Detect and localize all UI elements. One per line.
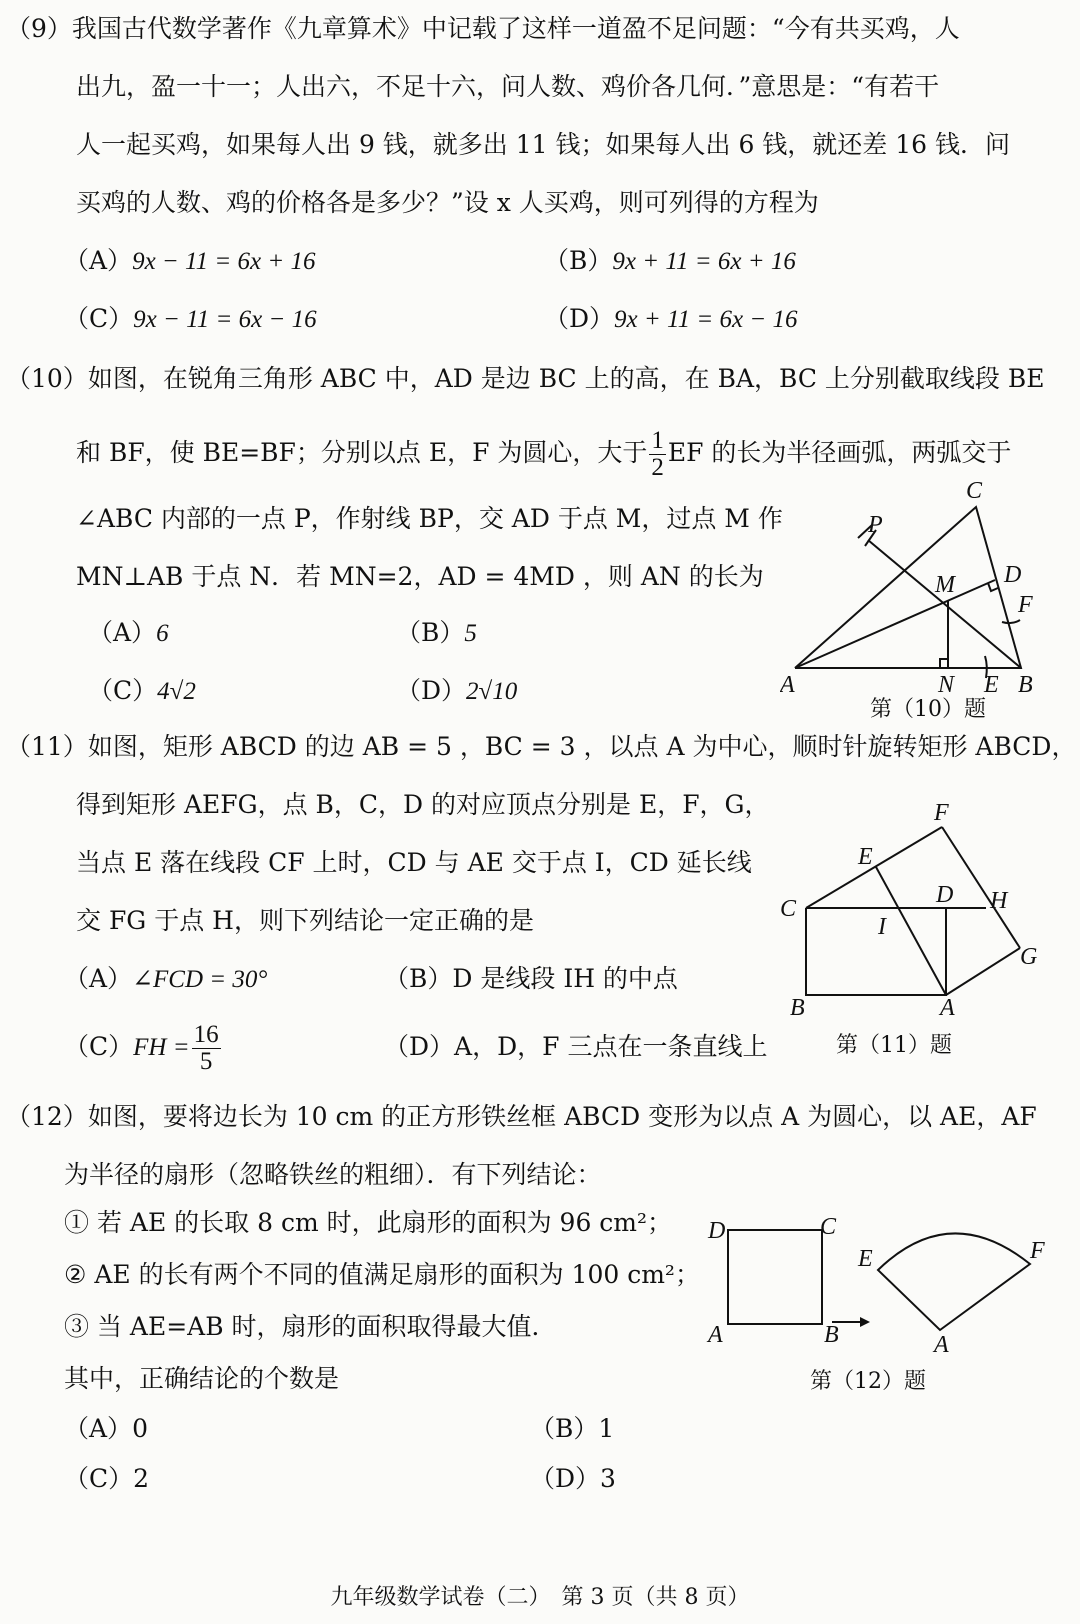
q9-option-c-label: （C） [64,304,134,333]
q10-frac-den: 2 [651,454,664,481]
q11-option-c-pre: FH = [133,1034,190,1061]
q12-statement-2: ② AE 的长有两个不同的值满足扇形的面积为 100 cm²； [64,1260,700,1289]
q11-option-b[interactable] [384,962,678,996]
q11-label-a: A [940,995,955,1021]
q9-option-c-text: 9x − 11 = 6x − 16 [133,306,317,333]
q12-statement-1: ① 若 AE 的长取 8 cm 时，此扇形的面积为 96 cm²； [64,1208,673,1237]
q10-option-a[interactable] [88,616,169,651]
q11-option-d[interactable] [384,1030,767,1064]
q10-label-c: C [966,478,983,504]
q11-frac-den: 5 [199,1048,213,1075]
q9-option-a-label: （A） [64,246,133,275]
q11-label-b: B [790,995,805,1021]
q11-number: （11） [6,732,88,761]
q11-line-cf [806,827,942,908]
q10-option-b-text: 5 [464,620,477,647]
q11-figure-caption: 第（11）题 [836,1033,952,1058]
q12-line-2: 为半径的扇形（忽略铁丝的粗细）．有下列结论： [64,1160,602,1189]
q12-square-abcd [728,1230,822,1324]
q11-option-c-label: （C） [64,1032,134,1061]
q12-label-c: C [820,1214,837,1240]
q11-option-d-label: （D） [384,1032,455,1061]
q10-line-1 [6,362,1044,396]
q11-line-fg [942,827,1020,948]
q10-label-m: M [935,572,955,598]
q10-option-b[interactable] [396,616,477,651]
q9-option-d-label: （D） [544,304,615,333]
q11-label-f: F [934,800,949,826]
q9-text-1: 我国古代数学著作《九章算术》中记载了这样一道盈不足问题：“今有共买鸡，人 [71,14,960,43]
q9-option-b-text: 9x + 11 = 6x + 16 [612,248,796,275]
q12-option-d-label: （D） [530,1464,601,1493]
q12-label-f: F [1030,1238,1045,1264]
q9-number: （9） [6,14,72,43]
q12-option-b-label: （B） [530,1414,599,1443]
q11-line-4: 交 FG 于点 H，则下列结论一定正确的是 [76,906,534,935]
q12-figure [700,1200,1070,1360]
q12-sector [878,1233,1030,1330]
q12-label-b: B [824,1322,839,1348]
q10-line-4: MN⊥AB 于点 N．若 MN=2，AD = 4MD ，则 AN 的长为 [76,562,764,591]
q10-line-ad [795,580,995,668]
q10-option-a-label: （A） [88,618,157,647]
q11-label-c: C [780,896,797,922]
q11-option-a-label: （A） [64,964,133,993]
q9-option-d[interactable] [544,302,798,337]
q9-option-b-label: （B） [544,246,613,275]
q11-text-1: 如图，矩形 ABCD 的边 AB = 5 ，BC = 3 ，以点 A 为中心，顺时针旋转矩形 ABCD， [87,732,1077,761]
q10-label-a: A [780,672,795,698]
q12-arrow-head [860,1317,870,1327]
q12-option-c[interactable] [64,1462,149,1496]
q9-line-2: 出九，盈一十一；人出六，不足十六，问人数、鸡价各几何．”意思是：“有若干 [76,72,940,101]
q12-label-a-sector: A [934,1332,949,1358]
q12-option-a-text: 0 [132,1414,148,1443]
q11-frac-num: 16 [193,1021,219,1048]
q12-option-d-text: 3 [600,1464,616,1493]
q9-line-3: 人一起买鸡，如果每人出 9 钱，就多出 11 钱；如果每人出 6 钱，就还差 16 钱．问 [76,130,1011,159]
q12-option-c-label: （C） [64,1464,134,1493]
q12-label-d: D [708,1218,726,1244]
q11-label-d: D [936,882,954,908]
q10-figure [780,470,1070,705]
q12-option-b-text: 1 [598,1414,615,1443]
q12-option-a-label: （A） [64,1414,133,1443]
q11-label-g: G [1020,944,1038,970]
q11-line-2: 得到矩形 AEFG，点 B，C，D 的对应顶点分别是 E，F，G， [76,790,770,819]
q11-option-b-label: （B） [384,964,453,993]
q10-option-c[interactable] [88,674,196,709]
q10-label-p: P [868,512,883,538]
q10-label-e: E [984,672,999,698]
q10-label-d: D [1004,562,1022,588]
q10-ray-bp [868,540,1021,668]
q10-frac-num: 1 [651,427,664,454]
q10-line-3: ∠ABC 内部的一点 P，作射线 BP，交 AD 于点 M，过点 M 作 [76,504,783,533]
q10-option-c-label: （C） [88,676,158,705]
q12-number: （12） [6,1102,88,1131]
q11-option-c[interactable] [64,1022,223,1075]
q9-option-b[interactable] [544,244,796,279]
q10-text-2b: EF 的长为半径画弧，两弧交于 [667,438,1012,467]
q9-line-1 [6,12,960,46]
q11-rect-abcd [806,908,946,995]
q12-line-1 [6,1100,1037,1134]
q10-option-b-label: （B） [396,618,465,647]
q10-label-b: B [1018,672,1033,698]
q12-statement-3: ③ 当 AE=AB 时，扇形的面积取得最大值． [64,1312,557,1341]
q9-line-4: 买鸡的人数、鸡的价格各是多少？”设 x 人买鸡，则可列得的方程为 [76,188,819,217]
q9-option-c[interactable] [64,302,317,337]
q10-option-c-text: 4√2 [157,678,196,705]
q12-label-e: E [858,1246,873,1272]
q10-label-f: F [1018,592,1033,618]
q9-option-a[interactable] [64,244,316,279]
q9-option-d-text: 9x + 11 = 6x − 16 [614,306,798,333]
q10-label-n: N [938,672,955,698]
q10-text-1: 如图，在锐角三角形 ABC 中，AD 是边 BC 上的高，在 BA，BC 上分别截取线段 BE [87,364,1045,393]
q12-label-a: A [708,1322,723,1348]
q11-label-e: E [858,844,873,870]
q10-triangle [795,507,1021,668]
q10-option-d-label: （D） [396,676,467,705]
q10-text-2a: 和 BF，使 BE=BF；分别以点 E，F 为圆心，大于 [76,438,648,467]
q11-option-d-text: A，D，F 三点在一条直线上 [454,1032,768,1061]
q10-arc-f [1002,620,1020,623]
q10-number: （10） [6,364,88,393]
q12-ask: 其中，正确结论的个数是 [64,1364,340,1393]
page-footer: 九年级数学试卷（二） 第 3 页（共 8 页） [330,1585,750,1610]
q12-figure-caption: 第（12）题 [810,1369,926,1394]
q11-figure [770,800,1060,1025]
q12-option-d[interactable] [530,1462,616,1496]
q10-option-a-text: 6 [156,620,169,647]
q10-right-angle-n [940,659,948,668]
q12-text-1: 如图，要将边长为 10 cm 的正方形铁丝框 ABCD 变形为以点 A 为圆心，以 AE，AF [87,1102,1037,1131]
q11-option-c-fraction [192,1022,221,1075]
q12-option-a[interactable] [64,1412,148,1446]
q10-right-angle-d [988,583,998,591]
q11-label-h: H [990,888,1008,914]
q11-label-i: I [878,914,886,940]
q11-line-ga [946,948,1020,995]
q10-option-d[interactable] [396,674,517,709]
q12-option-c-text: 2 [133,1464,150,1493]
q10-figure-caption: 第（10）题 [870,697,986,722]
q11-line-1 [6,730,1076,764]
q10-fraction [649,428,666,481]
q12-option-b[interactable] [530,1412,614,1446]
q10-option-d-text: 2√10 [466,678,518,705]
q11-line-3: 当点 E 落在线段 CF 上时，CD 与 AE 交于点 I，CD 延长线 [76,848,752,877]
q11-option-b-text: D 是线段 IH 的中点 [452,964,678,993]
q9-option-a-text: 9x − 11 = 6x + 16 [132,248,316,275]
q11-option-a-text: ∠FCD = 30° [132,966,268,993]
q11-option-a[interactable] [64,962,267,997]
